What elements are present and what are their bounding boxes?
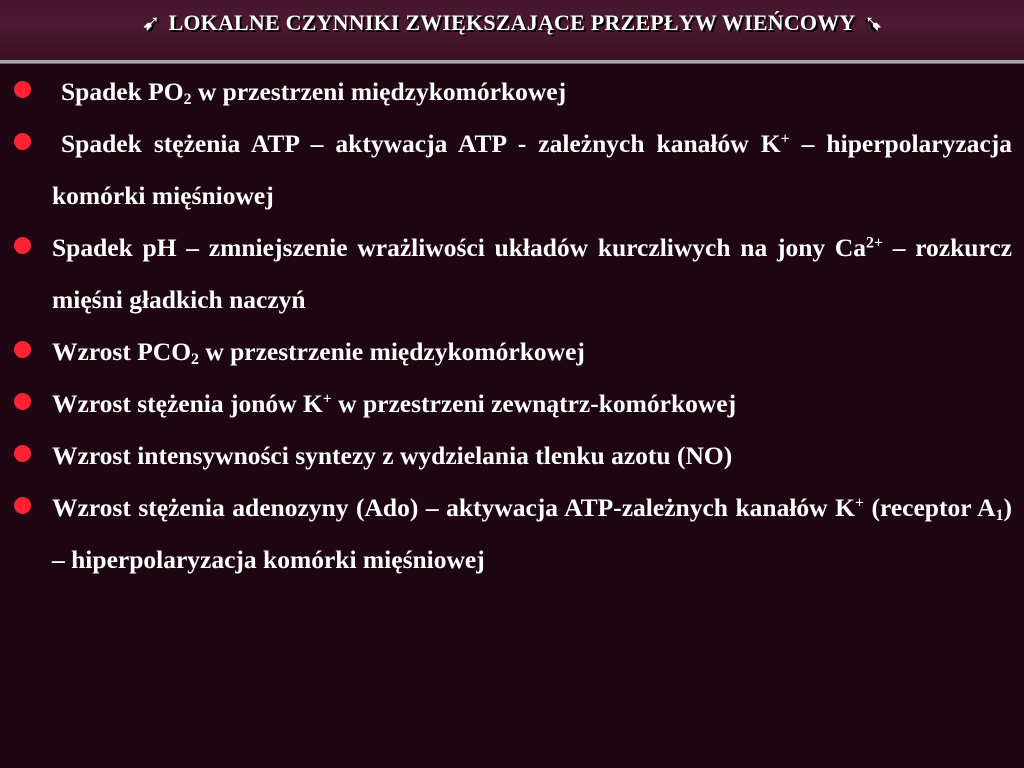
bullet-icon [14, 445, 31, 462]
title-bar [0, 0, 1024, 63]
bullet-list [0, 66, 1024, 586]
list-item [0, 378, 1024, 430]
bullet-icon [14, 81, 31, 98]
arrow-left-icon: ➹ [141, 10, 161, 35]
bullet-icon [14, 237, 31, 254]
list-item [0, 222, 1024, 326]
item-text: Wzrost stężenia jonów K+ w przestrzeni zewnątrz-komórkowej [52, 389, 737, 418]
item-text: Wzrost stężenia adenozyny (Ado) – aktywacja ATP-zależnych kanałów K+ (receptor $A_1$) – hiperpolaryzacja komórki mięśniowej [52, 493, 1012, 574]
list-item [0, 430, 1024, 482]
list-item [0, 482, 1024, 586]
list-item [0, 118, 1024, 222]
item-text: Spadek $PO_2$ w przestrzeni międzykomórkowej [61, 77, 567, 108]
list-item [0, 326, 1024, 378]
slide-title-text: LOKALNE CZYNNIKI ZWIĘKSZAJĄCE PRZEPŁYW WIEŃCOWY [168, 10, 856, 35]
bullet-icon [14, 133, 31, 150]
bullet-icon [14, 497, 31, 514]
list-item [0, 66, 1024, 118]
item-text: Spadek stężenia ATP – aktywacja ATP - zależnych kanałów K+ – hiperpolaryzacja komórki mięśniowej [52, 129, 1012, 210]
arrow-right-icon: ➹ [863, 10, 883, 35]
bullet-icon [14, 341, 31, 358]
item-text: Spadek pH – zmniejszenie wrażliwości układów kurczliwych na jony $Ca^{2+}$ – rozkurcz mięśni gładkich naczyń [52, 233, 1012, 314]
slide-title [0, 10, 1024, 36]
item-text: Wzrost $PCO_2$ w przestrzenie międzykomórkowej [52, 337, 585, 368]
item-text: Wzrost intensywności syntezy z wydzielania tlenku azotu (NO) [52, 441, 733, 470]
bullet-icon [14, 393, 31, 410]
